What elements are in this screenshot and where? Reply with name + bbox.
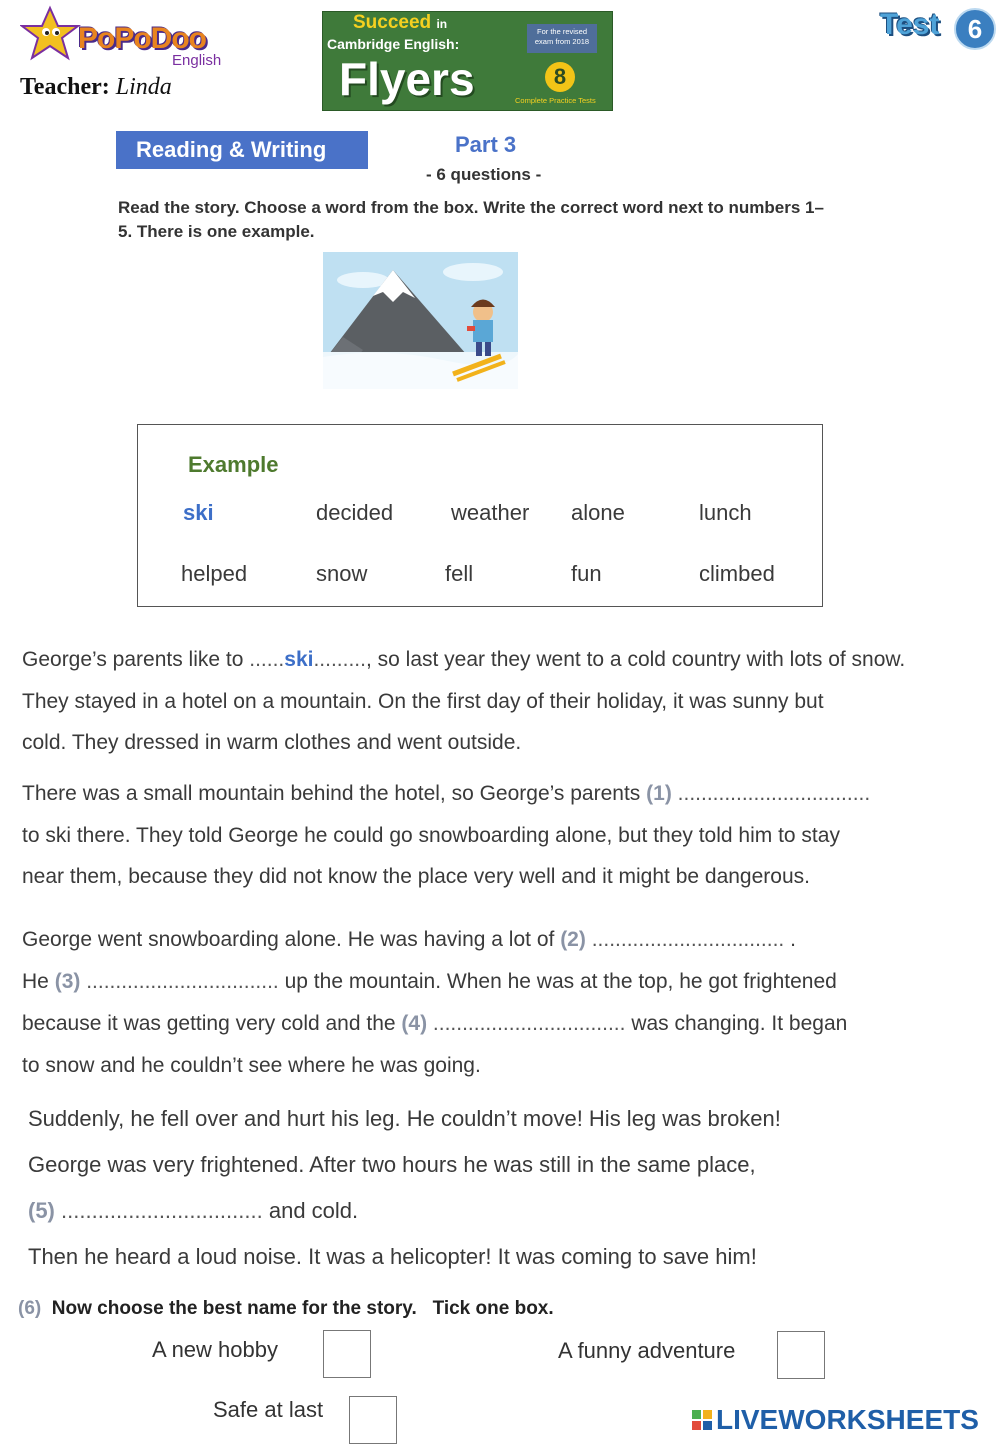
teacher-line — [20, 74, 172, 101]
word-option: climbed — [699, 561, 775, 586]
question-6 — [18, 1298, 554, 1320]
story-line-10: to snow and he couldn’t see where he was going. — [22, 1054, 481, 1077]
snowboarder-illustration — [323, 252, 518, 389]
word-option: weather — [451, 500, 530, 525]
word-option: fell — [445, 561, 474, 586]
story-line-11: Suddenly, he fell over and hurt his leg. He couldn’t move! His leg was broken! — [28, 1106, 781, 1131]
book-number: 8 — [545, 62, 575, 92]
example-label: Example — [188, 452, 279, 477]
answer-blank-5[interactable]: ................................. — [61, 1198, 263, 1223]
story-line-14: Then he heard a loud noise. It was a helicopter! It was coming to save him! — [28, 1244, 757, 1269]
teacher-label: Teacher: — [20, 74, 110, 100]
section-title: Reading & Writing — [116, 131, 368, 169]
tick-box-1[interactable] — [323, 1330, 371, 1378]
liveworksheets-brand: LIVEWORKSHEETS — [716, 1404, 979, 1435]
story-line-13: (5) ................................. and cold. — [28, 1198, 359, 1223]
question-count: - 6 questions - — [426, 165, 542, 184]
liveworksheets-logo-icon — [692, 1410, 712, 1430]
question-number: (1) — [646, 782, 672, 805]
logo-text: PoPoDoo — [78, 22, 206, 55]
book-cambridge: Cambridge English: — [327, 36, 460, 52]
book-revised-badge: For the revised exam from 2018 — [527, 24, 597, 53]
book-cover — [322, 11, 613, 111]
answer-blank-3[interactable]: ................................. — [86, 970, 279, 993]
story-line-7: George went snowboarding alone. He was having a lot of (2) ................................. . — [22, 928, 796, 951]
book-practice-tests: Complete Practice Tests — [515, 96, 596, 105]
story-line-3: cold. They dressed in warm clothes and went outside. — [22, 731, 522, 754]
answer-blank-1[interactable]: ................................. — [677, 782, 871, 805]
book-succeed: Succeed in — [353, 12, 448, 33]
teacher-name: Linda — [115, 74, 172, 100]
story-line-1: George’s parents like to ......ski........., so last year they went to a cold country with lots of snow. — [22, 648, 906, 671]
book-flyers: Flyers — [339, 53, 475, 105]
story-line-9: because it was getting very cold and the (4) ................................. was changing. It began — [22, 1012, 848, 1035]
story-line-2: They stayed in a hotel on a mountain. On the first day of their holiday, it was sunny but — [22, 690, 824, 713]
word-option: helped — [181, 561, 248, 586]
example-answer: ski — [284, 648, 314, 671]
test-word: Test — [880, 8, 940, 41]
question-number: (4) — [401, 1012, 428, 1035]
word-option: alone — [571, 500, 625, 525]
word-option: decided — [316, 500, 394, 525]
example-word: ski — [183, 500, 214, 525]
word-option: fun — [571, 561, 602, 586]
story-line-6: near them, because they did not know the place very well and it might be dangerous. — [22, 865, 810, 888]
story-line-4: There was a small mountain behind the hotel, so George’s parents (1) ................................. — [22, 782, 871, 805]
story-line-8: He (3) ................................. up the mountain. When he was at the top, he got frightened — [22, 970, 837, 993]
option-label: A funny adventure — [558, 1338, 736, 1363]
question-6-tick: Tick one box. — [432, 1298, 554, 1319]
option-label: A new hobby — [152, 1337, 278, 1362]
word-option: lunch — [699, 500, 752, 525]
story-line-5: to ski there. They told George he could go snowboarding alone, but they told him to stay — [22, 824, 840, 847]
question-6-text: Now choose the best name for the story. — [51, 1298, 417, 1319]
word-option: snow — [316, 561, 368, 586]
part-label: Part 3 — [455, 132, 517, 157]
instructions: Read the story. Choose a word from the box. Write the correct word next to numbers 1–5. There is one example. — [118, 198, 824, 241]
question-number: (3) — [54, 970, 81, 993]
story-line-12: George was very frightened. After two hours he was still in the same place, — [28, 1152, 756, 1177]
question-number: (2) — [560, 928, 586, 951]
question-number: (6) — [18, 1298, 42, 1319]
option-label: Safe at last — [213, 1397, 324, 1422]
tick-box-3[interactable] — [349, 1396, 397, 1444]
question-number: (5) — [28, 1198, 55, 1223]
answer-blank-4[interactable]: ................................. — [432, 1012, 626, 1035]
test-number: 6 — [954, 8, 996, 50]
test-badge — [880, 8, 998, 48]
logo-subtitle: English — [172, 52, 222, 69]
tick-box-2[interactable] — [777, 1331, 825, 1379]
answer-blank-2[interactable]: ................................. — [591, 928, 785, 951]
